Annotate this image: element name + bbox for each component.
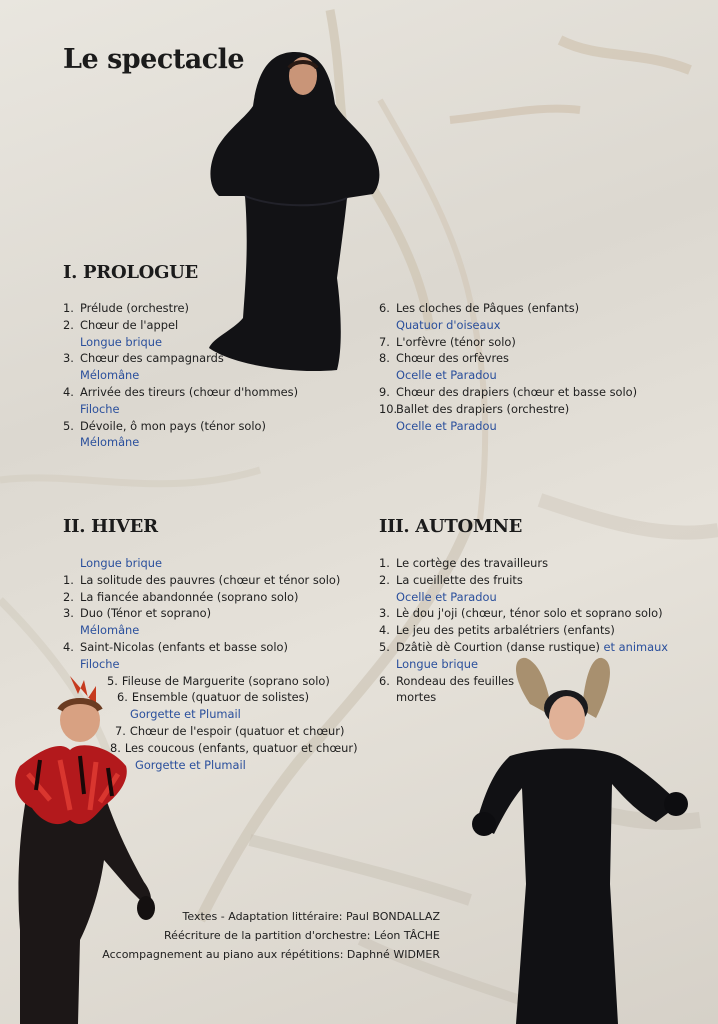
list-item — [63, 300, 298, 317]
item-number: 3. — [63, 351, 74, 366]
credit-line-texts: Textes - Adaptation littéraire: Paul BONDALLAZ — [182, 910, 440, 923]
list-item — [63, 572, 358, 589]
item-text: Lè dou j'oji (chœur, ténor solo et soprano solo) — [396, 606, 663, 621]
section-heading-automne: III. AUTOMNE — [379, 516, 523, 537]
cast-line: Longue brique — [80, 556, 162, 570]
cast-line: Quatuor d'oiseaux — [396, 317, 501, 332]
list-item — [63, 350, 298, 367]
item-text: Dzâtiè dè Courtion (danse rustique) — [396, 639, 600, 654]
credits — [70, 907, 440, 964]
item-number: 9. — [379, 384, 390, 399]
item-text: Duo (Ténor et soprano) — [80, 606, 212, 621]
item-number: 6. — [379, 301, 390, 315]
item-text: Chœur de l'appel — [80, 317, 179, 332]
item-text: Chœur des drapiers (chœur et basse solo) — [396, 384, 638, 399]
rabbit-ears-figure — [470, 654, 690, 1024]
item-number: 3. — [379, 606, 390, 621]
list-item-continued: mortes — [396, 690, 437, 705]
list-item — [63, 418, 298, 435]
cast-line: Longue brique — [396, 656, 478, 671]
cast-line: Gorgette et Plumail — [130, 707, 241, 722]
cast-line: Mélomâne — [80, 368, 140, 383]
list-item — [63, 740, 358, 757]
cast-line: Ocelle et Paradou — [396, 589, 497, 604]
list-item — [63, 589, 358, 606]
item-number: 8. — [110, 740, 121, 755]
list-item — [379, 605, 668, 622]
item-number: 8. — [379, 351, 390, 366]
item-text: L'orfèvre (ténor solo) — [396, 334, 516, 349]
list-item — [63, 723, 358, 740]
prologue-list-left — [63, 300, 298, 451]
item-number: 6. — [379, 673, 390, 688]
cast-line: Longue brique — [80, 334, 162, 349]
list-item — [63, 317, 298, 334]
item-text: Ballet des drapiers (orchestre) — [396, 401, 570, 416]
cast-line: Mélomâne — [80, 623, 140, 638]
cast-line: Mélomâne — [80, 435, 140, 450]
item-text: Chœur des orfèvres — [396, 351, 509, 366]
item-number: 2. — [63, 317, 74, 332]
list-item — [379, 384, 637, 401]
cast-line: Filoche — [80, 401, 120, 416]
item-text: Fileuse de Marguerite (soprano solo) — [121, 673, 330, 688]
item-number: 4. — [379, 623, 390, 638]
item-number: 7. — [115, 723, 126, 738]
item-text: Chœur de l'espoir (quatuor et chœur) — [129, 723, 345, 738]
list-item — [379, 555, 668, 572]
list-item — [63, 673, 358, 690]
item-text: La solitude des pauvres (chœur et ténor solo) — [80, 572, 341, 587]
item-number: 4. — [63, 384, 74, 399]
item-text: Les coucous (enfants, quatuor et chœur) — [124, 740, 358, 755]
item-number: 10. — [379, 401, 398, 416]
section-heading-hiver: II. HIVER — [63, 516, 158, 537]
item-number: 5. — [63, 418, 74, 433]
list-item — [379, 334, 637, 351]
item-number: 1. — [63, 572, 74, 587]
item-number: 4. — [63, 639, 74, 654]
item-number: 6. — [117, 690, 128, 705]
credit-line-orchestration: Réécriture de la partition d'orchestre: Léon TÂCHE — [164, 929, 440, 942]
list-item — [63, 384, 298, 401]
credit-line-piano: Accompagnement au piano aux répétitions: Daphné WIDMER — [102, 948, 440, 961]
list-item — [379, 673, 668, 690]
item-text: Le jeu des petits arbalétriers (enfants) — [396, 623, 615, 638]
item-text: Prélude (orchestre) — [80, 301, 189, 315]
page-title: Le spectacle — [63, 44, 245, 75]
cast-line: Ocelle et Paradou — [396, 418, 497, 433]
item-number: 5. — [379, 639, 390, 654]
list-item — [379, 622, 668, 639]
list-item — [379, 572, 668, 589]
list-item — [379, 300, 637, 317]
item-text: Le cortège des travailleurs — [396, 556, 549, 570]
list-item — [63, 639, 358, 656]
item-text: La fiancée abandonnée (soprano solo) — [80, 589, 299, 604]
cast-line: Ocelle et Paradou — [396, 368, 497, 383]
item-text: La cueillette des fruits — [396, 572, 523, 587]
item-text: Ensemble (quatuor de solistes) — [131, 690, 310, 705]
item-text: Saint-Nicolas (enfants et basse solo) — [80, 639, 288, 654]
item-text: Les cloches de Pâques (enfants) — [396, 301, 580, 315]
item-number: 5. — [107, 673, 118, 688]
item-number: 3. — [63, 606, 74, 621]
item-text: Chœur des campagnards — [80, 351, 224, 366]
item-number: 2. — [63, 589, 74, 604]
item-text: Dévoile, ô mon pays (ténor solo) — [80, 418, 266, 433]
list-item — [379, 350, 637, 367]
cast-line: Gorgette et Plumail — [135, 757, 246, 772]
item-number: 7. — [379, 334, 390, 349]
prologue-list-right — [379, 300, 637, 434]
item-text: Arrivée des tireurs (chœur d'hommes) — [80, 384, 299, 399]
automne-list — [379, 555, 668, 706]
item-cast-extra: et animaux — [603, 639, 669, 654]
list-item — [379, 639, 668, 656]
item-number: 1. — [379, 556, 390, 570]
item-number: 2. — [379, 572, 390, 587]
item-text: Rondeau des feuilles — [396, 673, 515, 688]
cast-line: Filoche — [80, 656, 120, 671]
section-heading-prologue: I. PROLOGUE — [63, 262, 198, 283]
list-item — [63, 689, 358, 706]
item-number: 1. — [63, 301, 74, 315]
list-item — [63, 605, 358, 622]
list-item — [379, 401, 637, 418]
hiver-list — [63, 555, 358, 773]
